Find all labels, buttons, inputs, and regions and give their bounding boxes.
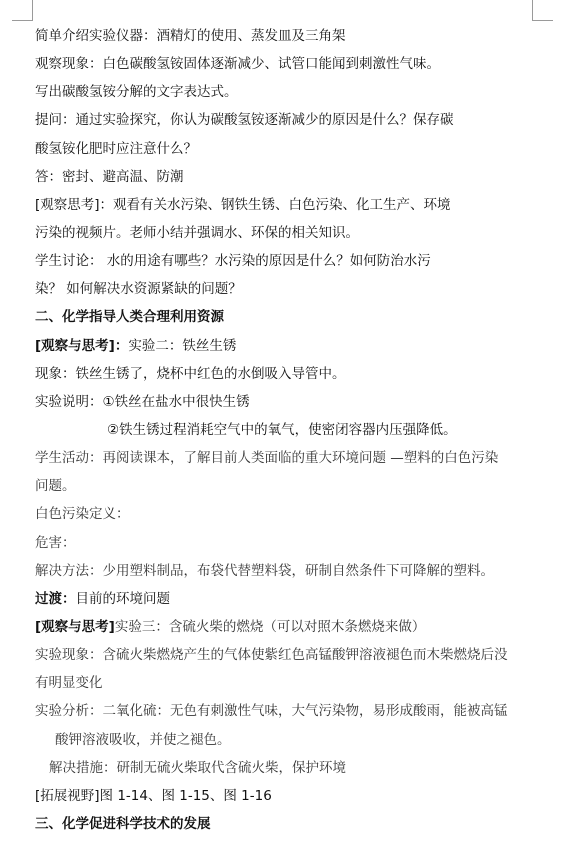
text-line: 简单介绍实验仪器：酒精灯的使用、蒸发皿及三角架 bbox=[35, 28, 346, 44]
text-line: 有明显变化 bbox=[35, 675, 103, 692]
text-line: 危害： bbox=[35, 534, 76, 551]
text-line: [观察思考]：观看有关水污染、钢铁生锈、白色污染、化工生产、环境 bbox=[35, 196, 451, 213]
text-line: 实验说明：①铁丝在盐水中很快生锈 bbox=[35, 393, 250, 410]
bracket-label: [观察与思考]： bbox=[35, 337, 129, 354]
text-line: 解决措施：研制无硫火柴取代含硫火柴，保护环境 bbox=[49, 759, 346, 776]
text-span: 实验三：含硫火柴的燃烧（可以对照木条燃烧来做） bbox=[114, 618, 426, 635]
text-line: 污染的视频片。老师小结并强调水、环保的相关知识。 bbox=[35, 224, 359, 241]
text-span: 目前的环境问题 bbox=[75, 590, 170, 607]
text-line bbox=[35, 613, 541, 641]
text-span: 实验二：铁丝生锈 bbox=[128, 337, 237, 354]
page-corner-mark-left bbox=[12, 0, 33, 21]
text-line: 写出碳酸氢铵分解的文字表达式。 bbox=[35, 84, 238, 101]
text-line: 酸钾溶液吸收，并使之褪色。 bbox=[55, 731, 231, 748]
text-line: 学生活动：再阅读课本，了解目前人类面临的重大环境问题 —塑料的白色污染 bbox=[35, 450, 499, 467]
document-page bbox=[35, 22, 541, 838]
text-line: 实验现象：含硫火柴燃烧产生的气体使紫红色高锰酸钾溶液褪色而木柴燃烧后没 bbox=[35, 647, 508, 664]
page-corner-mark-right bbox=[532, 0, 553, 21]
section-heading: 二、化学指导人类合理利用资源 bbox=[35, 309, 224, 326]
text-line: 酸氢铵化肥时应注意什么？ bbox=[35, 140, 197, 157]
text-line: 实验分析：二氧化硫：无色有刺激性气味，大气污染物，易形成酸雨，能被高锰 bbox=[35, 703, 508, 720]
text-line: ②铁生锈过程消耗空气中的氧气，使密闭容器内压强降低。 bbox=[107, 421, 457, 438]
text-line: 解决方法：少用塑料制品，布袋代替塑料袋，研制自然条件下可降解的塑料。 bbox=[35, 562, 494, 579]
text-line: [拓展视野]图 1-14、图 1-15、图 1-16 bbox=[35, 787, 272, 804]
bracket-label: [观察与思考] bbox=[35, 618, 115, 635]
bold-label: 过渡： bbox=[35, 590, 76, 607]
text-line: 观察现象：白色碳酸氢铵固体逐渐减少、试管口能闻到刺激性气味。 bbox=[35, 56, 440, 73]
text-line: 学生讨论： 水的用途有哪些？水污染的原因是什么？如何防治水污 bbox=[35, 253, 431, 270]
text-line: 提问：通过实验探究，你认为碳酸氢铵逐渐减少的原因是什么？保存碳 bbox=[35, 112, 454, 129]
text-line: 白色污染定义： bbox=[35, 506, 130, 523]
text-line: 现象：铁丝生锈了，烧杯中红色的水倒吸入导管中。 bbox=[35, 365, 346, 382]
text-line: 答：密封、避高温、防潮 bbox=[35, 168, 184, 185]
text-line: 染？ 如何解决水资源紧缺的问题？ bbox=[35, 281, 242, 298]
text-line: 问题。 bbox=[35, 478, 76, 495]
text-line bbox=[35, 585, 541, 613]
text-line bbox=[35, 332, 541, 360]
section-heading: 三、化学促进科学技术的发展 bbox=[35, 815, 211, 832]
